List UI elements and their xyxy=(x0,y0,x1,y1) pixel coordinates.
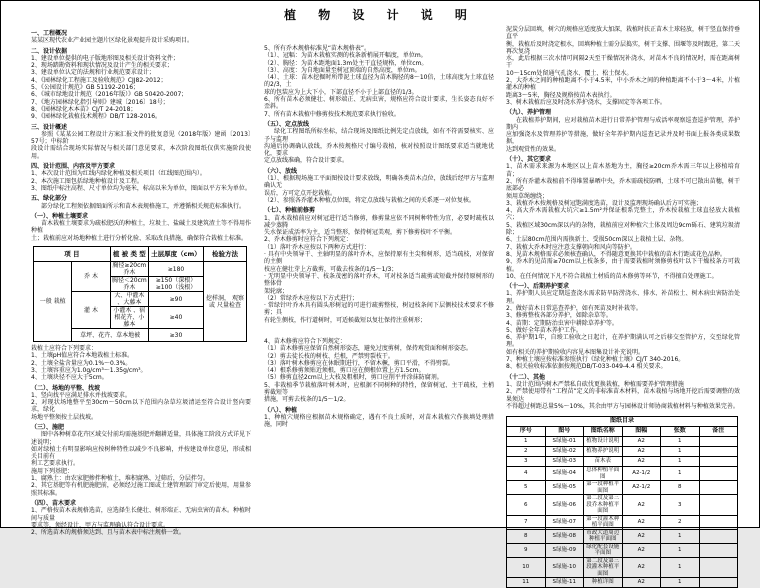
text-line: 利工艺要求执行。 xyxy=(31,460,80,468)
soil-header-project: 项 目 xyxy=(34,247,111,262)
text-line: 某某区现代农业产业园主题片区绿化景观提升设计采购项目。 xyxy=(31,37,194,45)
text-line: 场地平整须按土层找坡。 xyxy=(31,413,98,421)
text-line: 2、大乔木之间的种植距离不小于4.5米，中小乔木之间的种植距离不小于3～4米，片植灌木的种植 xyxy=(506,77,740,92)
text-line: 6、养护期1年，自竣工验收之日起计，在养护期满认可之后移交至管护方，交至绿化管理。 xyxy=(506,334,740,349)
text-line: （八）、种植 xyxy=(264,406,298,414)
text-line: 7、栽植大乔木时应注意支撑朝向和风向等防护。 xyxy=(506,243,636,251)
text-line: 1、严格按苗木表规格选苗，应选择生长健壮、树形端正、无病虫害的苗木。种植时间与质量 xyxy=(31,507,251,522)
drawing-index-cell: 种植详图 xyxy=(584,578,623,588)
soil-cell-type: 胸径≥20cm乔木 xyxy=(110,262,148,277)
text-line: 沟通后协调确认放线，乔木按规格尺寸编号栽植，核对按照设计图纸要求适当就地优化，要求 xyxy=(264,142,494,158)
text-line: 2、乔木修剪时应符合下列规定： xyxy=(264,236,352,244)
text-line: 段设计需结合现场实际情况与相关部门意见要求，本次阶段图纸仅供实施阶段使用。 xyxy=(31,145,251,160)
text-line: 2、对现状场地整平至30cm～50cm以下范围内杂草垃圾清运至符合设计竖向要求，绿化 xyxy=(31,399,251,414)
depth-line: ≥100（浅根） xyxy=(155,284,197,292)
drawing-index-cell: 总体种植平面图 xyxy=(584,467,623,481)
left-column-bottom-text xyxy=(31,345,251,536)
text-line: （1）、冠幅：为苗木栽植实测的枝条新梢展开幅度，单位m。 xyxy=(264,52,427,60)
drawing-index-row xyxy=(507,515,738,529)
text-line: 误后，方可定点开挖栽植。 xyxy=(264,189,337,197)
text-line: · 无明显中央领导干、枝条茂密的落叶乔木，可对枝条适当疏剪或短截并保持原树形的整体骨 xyxy=(264,272,494,288)
text-line: 2、所有乔灌木栽植前不得堆置暴晒中央，乔木需疏枝防晒，土球不可已散出苗穗，树干底部必 xyxy=(506,177,740,193)
soil-cell-group-tree: 乔 木 xyxy=(72,262,110,292)
text-line: （2）、胸径：为苗木距地面1.3m处主干直径规格，单位cm。 xyxy=(264,59,428,67)
text-line: 1、苗木栽植前应对树冠进行适当修剪，修剪量应依不同树种特性为宜，必要时疏枝以减少蒸腾 xyxy=(264,214,494,229)
drawing-index-cell: 1 xyxy=(661,437,700,447)
text-line: 绿化工程图纸所标坐标，结合现场及图纸比例先定点放线，如有不符需要核实、应予与监理 xyxy=(264,128,494,143)
text-line: 二、设计依据 xyxy=(31,47,68,55)
text-line: 应加强浇水及管理养护等措施，做好全年养护期内巡查记录并及时书面上报各类成果数据， xyxy=(506,131,740,146)
drawing-index-row xyxy=(507,457,738,467)
text-line: 3、树木栽植后应及时浇水养护浇水，支撑固定等各项工作。 xyxy=(506,98,666,106)
text-line: 五、绿化部分 xyxy=(31,195,68,203)
soil-header-type: 植 被 类 型 xyxy=(110,247,148,262)
text-line: （2）常绿乔木应按以下方式进行； xyxy=(264,294,358,302)
soil-cell-depth: ≥90 xyxy=(149,292,204,307)
page-title: 植 物 设 计 说 明 xyxy=(284,8,476,22)
text-line: 7、所有苗木栽植中修剪按技术规范要求执行验收。 xyxy=(264,110,400,118)
text-line: 8、见苗木规格需求必须核查确认，不得随意更换其中栽植的苗木行距或花色品种。 xyxy=(506,250,726,258)
text-line: 架轮廓； xyxy=(264,287,289,295)
text-line: · 具有中央领导干、主轴明显的落叶乔木，应保持原有主尖和树形，适当疏枝，对保留的主侧 xyxy=(264,251,494,266)
text-line: （七）、种植前修剪 xyxy=(264,207,316,215)
text-line: 如对绿植土有明显影响应按树种特性以减少不良影响，并按建设单位意见，形成相关目前有 xyxy=(31,445,251,461)
drawing-index-cell: 第二段及第三段灌木种植平面图 xyxy=(584,557,623,578)
text-line: 栽植土应符合下列要求： xyxy=(31,345,98,353)
text-line: 距离3～5米，胸径及规格按苗木表执行。 xyxy=(506,91,616,99)
text-line: 2、现场踏勘资料和现状情况及设计产生的相关要求； xyxy=(31,62,173,70)
soil-header-depth: 土层厚度（cm） xyxy=(149,247,204,262)
text-line: 1、设计范围内树木严禁私自砍伐更换栽植，种植需要养护管理措施 xyxy=(506,380,684,388)
text-line: 苗木栽植土壤要求为疏松肥沃的种植土，垃圾土、盐碱土及建筑渣土等不得用作种植 xyxy=(31,220,252,235)
left-column-top-text xyxy=(31,30,251,242)
text-line: 3、土壤容重应为1.0g/cm³～1.35g/cm³。 xyxy=(31,366,147,374)
drawing-index-cell: 1 xyxy=(661,578,700,588)
drawing-index-cell: 1 xyxy=(507,437,546,447)
text-line: 4、高大乔木需栽植大坑穴≥1.5m²并保证根系完整土，乔木按栽植土球直径放大栽植穴； xyxy=(506,207,740,222)
text-line: 三、设计概述 xyxy=(31,123,68,131)
drawing-index-cell: 11 xyxy=(507,578,546,588)
drawing-index-cell: 1 xyxy=(661,557,700,578)
text-line: （1）、根据现场施工平面图按设计要求放线，明确各类苗木点位，放线后经甲方与监理确认无 xyxy=(264,175,494,190)
drawing-index-cell: S绿施-06 xyxy=(545,495,584,516)
text-line: （五）、定点放线 xyxy=(264,120,310,128)
drawing-index-row xyxy=(507,495,738,516)
text-line: 一、工程概况 xyxy=(31,30,68,37)
text-line: 5、《公园设计规范》GB 51192-2016； xyxy=(31,84,140,92)
drawing-index-row xyxy=(507,543,738,557)
drawing-index-cell: A2 xyxy=(622,495,661,516)
text-line: 7、种植土壤应按标准参照执行《绿化种植土壤》CJ/T 340-2016。 xyxy=(506,356,685,364)
text-line: 部分绿化工程须依据图面所示和苗木表规格施工，并遵循相关规范标准执行。 xyxy=(41,202,246,210)
drawing-index-cell: A2-1/2 xyxy=(622,481,661,495)
drawing-index-cell: 第一段灌木种植平面图 xyxy=(584,515,623,529)
drawing-index-header-cell: 图幅 xyxy=(622,427,661,437)
text-line: （十一）、后期养护要求 xyxy=(506,283,570,291)
drawing-index-cell: 1 xyxy=(661,529,700,543)
text-line: （2）剪去徒长枝的树枝、烂根，严禁劈裂枝干。 xyxy=(264,352,394,360)
text-line: 2、本次施工图包括绿地种植设计及工程。 xyxy=(31,177,143,185)
drawing-index-cell: A2 xyxy=(622,447,661,457)
drawing-index-cell: S绿施-05 xyxy=(545,481,584,495)
text-line: 10、在任何情况下凡不符合栽植土材质的苗木修剪等环节，不得擅自处理施工。 xyxy=(506,272,718,280)
drawing-index-cell: S绿施-08 xyxy=(545,529,584,543)
text-line xyxy=(264,331,494,338)
text-line: 3、建设单位认定的法规和行业规范要求设计； xyxy=(31,69,155,77)
text-line: 球的包装应为上大下小，下部直径不小于上部直径的1/3。 xyxy=(264,88,418,96)
drawing-index-cell: A2 xyxy=(622,557,661,578)
text-line: 6、《城市绿地设计规范（2016年版）》GB 50420-2007； xyxy=(31,91,188,99)
text-line: 8、《园林绿化木本苗》CJ/T 24-2018； xyxy=(31,105,137,113)
text-line: 4、《园林绿化工程施工及验收规范》CJJ82-2012； xyxy=(31,76,167,84)
drawing-index-cell xyxy=(699,481,738,495)
text-line: 2、严禁使用带有“工程苗”定义的非标准苗木材料，苗木栽植与场地开挖后需要调整的效果须达 xyxy=(506,388,740,403)
text-line: 如有相关的养护期验收内容见本图集设计补充说明。 xyxy=(506,348,645,356)
text-line: 5、非栽植季节栽植落叶树木时，应根据不同树种的特性，保留树冠、主干疏枝，主梢剪截短等 xyxy=(264,381,494,397)
text-line: 四、设计范围、内容及甲方要求 xyxy=(31,163,116,171)
drawing-index-cell xyxy=(699,457,738,467)
text-line: 2、所选苗木的规格须达到、且与苗木表中标注规格一致。 xyxy=(31,529,185,537)
text-line: 3、修剪整枝各部分养护，如除杂草等。 xyxy=(506,312,612,320)
text-line: 3、图纸中标注高程、尺寸单位均为毫米，标高以米为单位，图面以平方米为单位。 xyxy=(31,184,251,192)
drawing-index-cell xyxy=(699,529,738,543)
text-line: （2）、参照各乔灌木种植点位图，将定点放线与栽植之间的关系逐一对位复核。 xyxy=(264,196,475,204)
drawing-index-cell: S绿施-02 xyxy=(545,447,584,457)
drawing-index-cell: 绿化配套设施平面图 xyxy=(584,543,623,557)
drawing-index-cell: 1 xyxy=(661,543,700,557)
text-line: 2、其它基肥等有机肥施肥前，必须经过施工图或土建管理部门审定后使用，用量参照其标准。 xyxy=(31,482,251,497)
text-line: （六）、放线 xyxy=(264,167,298,175)
drawing-index-table xyxy=(506,416,738,588)
text-line: 8、相关验收标准依据按规范DB/T-033-049-4.4 相关要求。 xyxy=(506,363,667,371)
drawing-index-cell: 1 xyxy=(661,467,700,481)
right-column-text xyxy=(506,26,740,410)
drawing-index-cell: 2 xyxy=(661,515,700,529)
drawing-index-cell: A2 xyxy=(622,457,661,467)
text-line: 枝应在健壮芽上方截剪，可截去枝条的1/5～1/3； xyxy=(264,265,398,273)
drawing-index-header-row xyxy=(507,427,738,437)
drawing-index-cell: S绿施-01 xyxy=(545,437,584,447)
drawing-index-row xyxy=(507,437,738,447)
text-line: 1、种植穴规格应根据苗木规格确定，遇有不良土质时，对苗木栽植穴作换填处理措施，同时 xyxy=(264,413,494,429)
drawing-index-cell: S绿施-11 xyxy=(545,578,584,588)
text-line: 泥炭分层回填，树穴的规格应适度放大加深，栽植时扶正苗木土球轻放，树干竖直保持垂直平 xyxy=(506,26,741,41)
soil-cell-method: 挖样洞， 观察或 尺量检查 xyxy=(204,262,247,342)
text-line: （十二）、其他 xyxy=(506,373,546,381)
drawing-index-cell: 8 xyxy=(507,529,546,543)
drawing-index-cell xyxy=(699,447,738,457)
text-line: 9、乔木的见苗需≥70cm以上枝条多，由于需要栽植时须修剪枝叶以下干燥枝条方可栽植。 xyxy=(506,258,740,273)
drawing-index-cell: S绿施-04 xyxy=(545,467,584,481)
drawing-index-row xyxy=(507,529,738,543)
drawing-index-cell: 3 xyxy=(507,457,546,467)
drawing-index-row xyxy=(507,557,738,578)
right-column xyxy=(506,26,740,588)
soil-cell-type: 胸径＜20cm乔木 xyxy=(111,277,147,292)
soil-cell-depth: ≥180 xyxy=(149,262,204,277)
text-line: 4、土壤块径不应大于5cm。 xyxy=(31,374,108,382)
drawing-index-cell xyxy=(699,578,738,588)
left-column xyxy=(31,27,251,536)
soil-cell-depth xyxy=(149,277,204,292)
soil-cell-depth: ≥40 xyxy=(149,307,204,329)
depth-line: ≥150（深根） xyxy=(155,277,197,285)
text-line: （三）、施肥 xyxy=(31,423,65,431)
text-line: 定点放线准确，符合设计要求。 xyxy=(264,157,349,165)
text-line: 2、土壤全盐含量应为0.1%～0.3%。 xyxy=(31,359,132,367)
drawing-index-cell: 3 xyxy=(661,495,700,516)
text-line: 1、土壤pH值应符合本地栽植土标准。 xyxy=(31,352,134,360)
drawing-index-cell xyxy=(699,495,738,516)
drawing-index-cell: 第一段种植平面图 xyxy=(584,481,623,495)
text-line: 水，此后根据三次水情可间隔2天至干燥情况补浇水，对苗木不良的情况时，需在距离树干 xyxy=(506,55,740,70)
drawing-index-header-cell: 图号 xyxy=(545,427,584,437)
drawing-index-cell: 植物设计说明 xyxy=(584,437,623,447)
text-line: 5、做好全年苗木养护工作。 xyxy=(506,326,582,334)
text-line: 4、苗木修剪应符合下列规定： xyxy=(264,337,346,345)
middle-column xyxy=(264,45,494,429)
drawing-index-cell xyxy=(699,543,738,557)
text-line: 施用下列基肥： xyxy=(31,467,74,475)
text-line: （一）、种植土壤要求 xyxy=(31,212,89,220)
drawing-index-cell: 9 xyxy=(507,543,546,557)
drawing-index-cell: 6 xyxy=(507,495,546,516)
drawing-index-row xyxy=(507,481,738,495)
soil-cell-project: 一般 栽植 xyxy=(34,262,72,342)
text-line: （3）、高度：为自地面量至树冠顶端的自然高度，单位m。 xyxy=(264,66,421,74)
text-line: （九）、养护管理 xyxy=(506,109,552,117)
drawing-index-cell: 第二段及第三段乔木种植平面图 xyxy=(584,495,623,516)
drawing-index-cell xyxy=(699,467,738,481)
text-line: 1、腐熟土：由农家肥掺拌种植土，堆积腐熟、过筛后，分层拌匀。 xyxy=(31,475,209,483)
drawing-index-cell: 1 xyxy=(661,457,700,467)
drawing-index-cell: A2 xyxy=(622,543,661,557)
drawing-index-header-cell: 图纸名称 xyxy=(584,427,623,437)
text-line: （5）修剪直径2cm以上大枝及粗根时，剪口应削平并涂抹防腐剂。 xyxy=(264,374,443,382)
text-line: 9、《园林绿化栽植技术规程》DB/T 128-2016。 xyxy=(31,113,162,121)
drawing-index-cell xyxy=(699,515,738,529)
text-line: （1）苗木修剪应保留自然树形姿态，避免过度剪树，保持观赏面和树形姿态。 xyxy=(264,345,472,353)
drawing-index-body xyxy=(507,437,738,588)
drawing-index-cell: A2 xyxy=(622,437,661,447)
text-line: 要求等，须经设计、甲方与监理确认符合设计要求。 xyxy=(31,521,170,529)
text-line: （四）、苗木要求 xyxy=(31,499,77,507)
text-line: 3、栽植乔木按规格及树冠饱满度选苗，设计及监理现场确认后方可实施； xyxy=(506,199,702,207)
drawing-index-cell: S绿施-09 xyxy=(545,543,584,557)
text-line: （3）落叶树木修剪应在休眠期进行，不留木橛，剪口平滑，不得劈裂。 xyxy=(264,359,454,367)
drawing-index-header-cell: 张数 xyxy=(661,427,700,437)
drawing-index-cell: 植物养护说明 xyxy=(584,447,623,457)
text-line: 措施，可剪去枝条的1/5～1/2。 xyxy=(264,396,350,404)
soil-cell-depth: ≥30 xyxy=(149,329,204,342)
drawing-index-cell xyxy=(699,437,738,447)
drawing-index-cell: A2 xyxy=(622,529,661,543)
text-line: 衡，栽植后及时浇定根水，回填种植土需分层捣实，树干支撑、围堰等及时跟进，第二天再次复浇 xyxy=(506,40,741,55)
text-line: 在栽植养护期间，应对栽植苗木进行日常养护管理与成活率观察巡查巡护管理，养护期内 xyxy=(506,116,740,131)
soil-cell-group-shrub: 灌 木 xyxy=(72,292,110,329)
drawing-index-header-cell: 序号 xyxy=(507,427,546,437)
drawing-index-cell: 2 xyxy=(507,447,546,457)
text-line: （4）、土球：苗木挖掘时所带泥土球直径为苗木胸径的8～10倍，土球高度为土球直径的2/3，土 xyxy=(264,74,494,89)
drawing-index-cell: A2 xyxy=(622,578,661,588)
text-line: 1、苗木需求来源为本地区以上苗木基地为主，胸径≥20cm乔木需三年以上移植培育苗； xyxy=(506,163,740,178)
drawing-index-cell: 8 xyxy=(661,481,700,495)
soil-cell-type: 草坪、花卉、草本地被 xyxy=(72,329,149,342)
drawing-index-cell: 苗木表 xyxy=(584,457,623,467)
soil-depth-table xyxy=(33,246,247,342)
drawing-index-cell: 10 xyxy=(507,557,546,578)
drawing-index-cell: S绿施-07 xyxy=(545,515,584,529)
text-line: · 常绿针叶乔木具有圆头形树冠的可进行疏剪整枝，树冠枝条间下层侧枝技术要求不修剪；具 xyxy=(264,302,494,317)
text-line: 5、所有乔木规格标准见“苗木规格表”。 xyxy=(264,45,371,52)
drawing-index-cell: 5 xyxy=(507,481,546,495)
text-line: 有轮生侧枝，作行道树时，可适候截短以复壮保持注重树形； xyxy=(264,316,427,324)
text-line: 5、栽植区域30cm深以内的杂物，栽植前应对种植穴土体及周边9cm砾石、建筑垃圾清除； xyxy=(506,221,740,237)
drawing-index-cell: 4 xyxy=(507,467,546,481)
soil-cell-type: 大、中灌木 、大藤本 xyxy=(110,292,148,307)
text-line: 1、建设单位提供的电子版地形图及相关设计资料文件； xyxy=(31,54,179,62)
text-line: 10～15cm处留通气孔浇水、覆土、松土保水。 xyxy=(506,69,633,77)
drawing-index-cell: S绿施-03 xyxy=(545,457,584,467)
text-line: 参照《某某公园工程设计方案汇报文件的批复意见（2018年版）建函〔2013〕57号；中标阶 xyxy=(31,130,251,146)
text-line: （十）、其它要求 xyxy=(506,156,552,164)
text-line: 6、所有苗木必须健壮、树形端正、无病虫害，规格应符合设计要求，生长姿态良好不歪斜。 xyxy=(264,96,494,111)
text-line: 2、做好苗木日常巡查养护，如有死苗及时补栽等。 xyxy=(506,304,642,312)
drawing-index-row xyxy=(507,447,738,457)
drawing-index-cell: S绿施-10 xyxy=(545,557,584,578)
drawing-index-row xyxy=(507,578,738,588)
text-line: 须用草绳缠绕； xyxy=(506,192,549,200)
drawing-index-cell xyxy=(699,557,738,578)
text-line: 1、养护期人员应定期巡查浇水需求防旱防涝浇水、排水、补苗松土、树木病虫害防治处理。 xyxy=(506,290,740,305)
drawing-index-cell: A2 xyxy=(622,515,661,529)
drawing-index-header-cell: 备注 xyxy=(699,427,738,437)
drawing-index-cell: 7 xyxy=(507,515,546,529)
text-line: 7、《地方园林绿化指引导则》建城〔2016〕18号； xyxy=(31,98,169,106)
drawing-index-row xyxy=(507,467,738,481)
text-line: 1、本次设计范围为红线内绿化种植及相关项目（红线图范围内）。 xyxy=(31,170,206,178)
drawing-index-title: 图纸目录 xyxy=(507,417,738,427)
drawing-index-cell: 市政大道周边种植平面图 xyxy=(584,529,623,543)
text-line: 失水保证成活率为主，适当整形，保持树冠美观，剪下修剪枝叶不平衡。 xyxy=(264,229,457,237)
text-line: 达到观赏性的效果。 xyxy=(506,145,561,153)
text-line: （二）、场地的平整、找坡 xyxy=(31,384,101,392)
text-line: 4、苗期：定期防治虫害中耕除草养护等。 xyxy=(506,319,618,327)
soil-cell-type: 小灌木 、宿根花卉、小藤本 xyxy=(110,307,148,329)
text-line: 1、竖向找平应满足排水并找坡要求。 xyxy=(31,391,131,399)
text-line xyxy=(264,324,494,331)
text-line: （4）根系修剪须贴近须根，剪口应在侧根位置上方1.5cm。 xyxy=(264,367,425,375)
text-line: 不得超过树距总量5%～10%，其余由甲方与园林设计师协商栽植材料与种植效果完善。 xyxy=(506,402,739,410)
text-line: 图中各种树草花卉区域交付前均需施基肥并翻耕适量，具体施工阶段方式详见下述说明； xyxy=(31,431,252,446)
soil-header-method: 检验方法 xyxy=(204,247,247,262)
text-line: 6、土层80cm范围内需换新土、受损50cm深以上栽植土层、杂物。 xyxy=(506,236,688,244)
text-line: 土；栽植前应对场地种植土进行分析化验、采取改良措施，确保符合栽植土标准。 xyxy=(31,234,248,242)
drawing-index-cell: A2-1/2 xyxy=(622,467,661,481)
text-line: （1）落叶乔木应按以下两种方式进行： xyxy=(264,243,370,251)
drawing-index-cell: 1 xyxy=(661,447,700,457)
